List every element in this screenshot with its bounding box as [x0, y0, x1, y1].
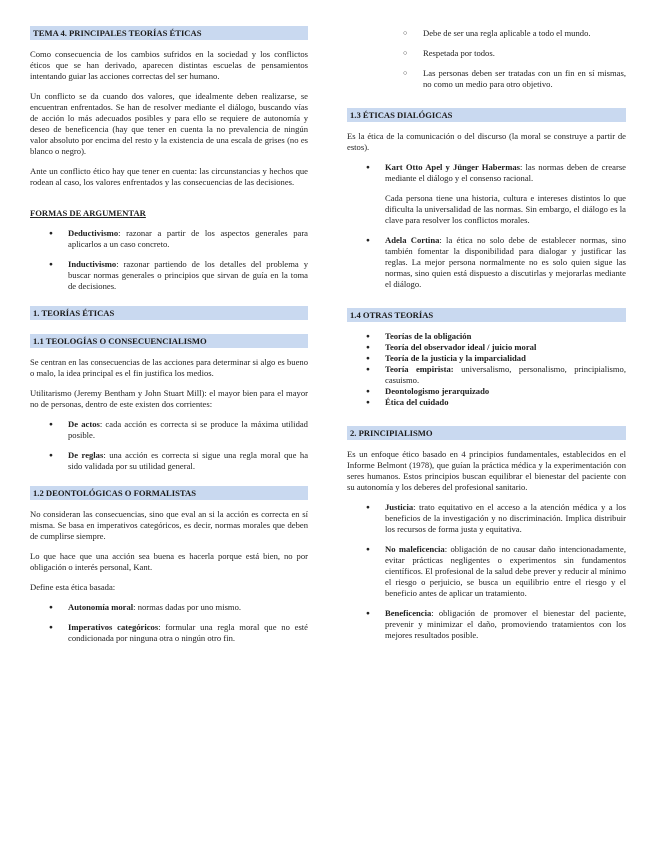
list-item-text: : formular una regla moral que no esté condicionada por ninguna otra o ningún otro fin.: [68, 622, 308, 643]
list-item-term: Teoría de la justicia y la imparcialidad: [385, 353, 526, 363]
right-column: [347, 28, 626, 650]
list-item-term: Autonomía moral: [68, 602, 134, 612]
list-item-term: Imperativos categóricos: [68, 622, 159, 632]
kant-rules-list: [347, 28, 626, 90]
list-item-term: Inductivismo: [68, 259, 117, 269]
list-item: ○ Debe de ser una regla aplicable a todo el mundo.: [347, 28, 626, 39]
list-item: [347, 162, 626, 184]
section-1-2-paragraph-1: No consideran las consecuencias, sino que eval an si la acción es correcta en sí misma. Se basa en imperativos categóricos, es decir, normas morales que deben de cumplirse siempre.: [30, 509, 308, 541]
list-item-term: Justicia: [385, 502, 414, 512]
list-item: [30, 228, 308, 250]
section-1-4-heading: 1.4 OTRAS TEORÍAS: [347, 308, 626, 322]
list-item-text: : razonar partiendo de los detalles del problema y buscar normas generales o principios que sirvan de guía en la toma de decisiones.: [68, 259, 308, 291]
section-1-2-heading: 1.2 DEONTOLÓGICAS O FORMALISTAS: [30, 486, 308, 500]
list-item-term: Ética del cuidado: [385, 397, 449, 407]
intro-paragraph-2: Un conflicto se da cuando dos valores, que idealmente deben realizarse, se encuentran enfrentados. Se han de resolver mediante el diálogo, buscando vías de acción lo más adecuados posibles y para ello se requiere de autonomía y deseo de beneficencia (hay que tener en cuenta la no prevalencia de ningún valor absoluto por encima del resto y la existencia de una escala de grises (no es blanco o negro).: [30, 91, 308, 156]
list-item: [347, 235, 626, 290]
formas-list: [30, 228, 308, 292]
list-item: [347, 331, 626, 342]
list-item-text: : trato equitativo en el acceso a la atención médica y a los beneficios de la investigación y no discriminación. Implica distribuir los recursos de forma justa y equitativa.: [385, 502, 626, 534]
list-item-text: : cada acción es correcta si se produce la máxima utilidad posible.: [68, 419, 308, 440]
section-1-3-list-2: [347, 235, 626, 290]
formas-heading: FORMAS DE ARGUMENTAR: [30, 208, 146, 218]
intro-paragraph-1: Como consecuencia de los cambios sufridos en la sociedad y los conflictos éticos que se han derivado, aparecen distintas escuelas de pensamientos intentando guiar las acciones correctas del ser humano.: [30, 49, 308, 81]
section-1-2-paragraph-3: Define esta ética basada:: [30, 582, 116, 592]
list-item: ○ Respetada por todos.: [347, 48, 626, 59]
list-item-text: universalismo, personalismo, principialismo, casuismo.: [385, 364, 626, 385]
list-item: [347, 502, 626, 535]
section-1-2-list: [30, 602, 308, 644]
list-item-text: : la ética no solo debe de establecer normas, sino también fomentar la disponibilidad para dialogar y justificar las reglas. La mejor persona normalmente no es solo quien sigue las normas, sino quien está dispuesto a discutirlas y mejorarlas mediante el diálogo.: [385, 235, 626, 289]
list-item-term: De actos: [68, 419, 100, 429]
teorias-heading: 1. TEORÍAS ÉTICAS: [30, 306, 308, 320]
list-item: [347, 342, 626, 353]
list-item-text: : razonar a partir de los aspectos generales para aplicarlos a un caso concreto.: [68, 228, 308, 249]
list-item: [347, 386, 626, 397]
left-column: [30, 26, 308, 653]
section-1-4-list: [347, 331, 626, 408]
intro-paragraph-3: Ante un conflicto ético hay que tener en cuenta: las circunstancias y hechos que rodean al caso, los valores enfrentados y las consecuencias de las decisiones.: [30, 166, 308, 187]
list-item: [347, 364, 626, 386]
section-1-3-paragraph-1: Es la ética de la comunicación o del discurso (la moral se construye a partir de estos).: [347, 131, 626, 152]
list-item: [347, 608, 626, 641]
list-item-term: Teoría empirista:: [385, 364, 454, 374]
section-1-1-paragraph-1: Se centran en las consecuencias de las acciones para determinar si algo es bueno o malo, la idea principal es el fin justifica los medios.: [30, 357, 308, 378]
list-item-term: Teoría del observador ideal / juicio moral: [385, 342, 537, 352]
section-1-1-paragraph-2: Utilitarismo (Jeremy Bentham y John Stuart Mill): el mayor bien para el mayor no de personas, dentro de este existen dos corrientes:: [30, 388, 308, 409]
list-item: [30, 602, 308, 613]
list-item: [30, 450, 308, 472]
list-item: [30, 622, 308, 644]
section-1-3-heading: 1.3 ÉTICAS DIALÓGICAS: [347, 108, 626, 122]
list-item-term: Teorías de la obligación: [385, 331, 472, 341]
section-1-2-paragraph-2: Lo que hace que una acción sea buena es hacerla porque está bien, no por obligación o interés personal, Kant.: [30, 551, 308, 572]
section-1-1-list: [30, 419, 308, 472]
tema-title: TEMA 4. PRINCIPALES TEORÍAS ÉTICAS: [30, 26, 308, 40]
list-item-text: : obligación de no causar daño intencionadamente, evitar prácticas negligentes o experimentos sin fundamentos científicos. El profesional de la salud debe prever y reducir al mínimo el riesgo o perjuicio, se busca un equilibrio entre el riesgo y el beneficio antes de aplicar un tratamiento.: [385, 544, 627, 598]
list-item-text: : las normas deben de crearse mediante el diálogo y el consenso racional.: [385, 162, 626, 183]
section-1-3-subparagraph: Cada persona tiene una historia, cultura e intereses distintos lo que dificulta la universalidad de las normas. Sin embargo, el diálogo es la clave para resolver los conflictos morales.: [385, 193, 626, 225]
list-item: [347, 397, 626, 408]
list-item-text: : normas dadas por uno mismo.: [133, 602, 242, 612]
list-item: ○ Las personas deben ser tratadas con un fin en sí mismas, no como un medio para otro objetivo.: [347, 68, 626, 90]
list-item-text: : obligación de promover el bienestar del paciente, prevenir y minimizar el daño, promoviendo tratamientos con los mejores resultados posible.: [385, 608, 626, 640]
section-1-1-heading: 1.1 TEOLOGÍAS O CONSECUENCIALISMO: [30, 334, 308, 348]
list-item: [30, 259, 308, 292]
list-item: [347, 544, 626, 599]
list-item-term: Beneficencia: [385, 608, 432, 618]
list-item-text: : una acción es correcta si sigue una regla moral que ha sido validada por su utilidad general.: [68, 450, 309, 471]
list-item: [347, 353, 626, 364]
list-item-term: De reglas: [68, 450, 104, 460]
list-item: [30, 419, 308, 441]
list-item-term: Deductivismo: [68, 228, 119, 238]
section-2-heading: 2. PRINCIPIALISMO: [347, 426, 626, 440]
list-item-term: Kart Otto Apel y Jünger Habermas: [385, 162, 520, 172]
list-item-term: Adela Cortina: [385, 235, 440, 245]
section-2-list: [347, 502, 626, 641]
section-2-paragraph-1: Es un enfoque ético basado en 4 principios fundamentales, establecidos en el Informe Belmont (1978), que guían la práctica médica y la experimentación con seres humanos. Estos principios buscan equilibrar el bienestar del paciente con su autonomía y los deberes del profesional sanitario.: [347, 449, 626, 492]
list-item-term: Deontologismo jerarquizado: [385, 386, 490, 396]
list-item-term: No maleficencia: [385, 544, 445, 554]
section-1-3-list: [347, 162, 626, 184]
